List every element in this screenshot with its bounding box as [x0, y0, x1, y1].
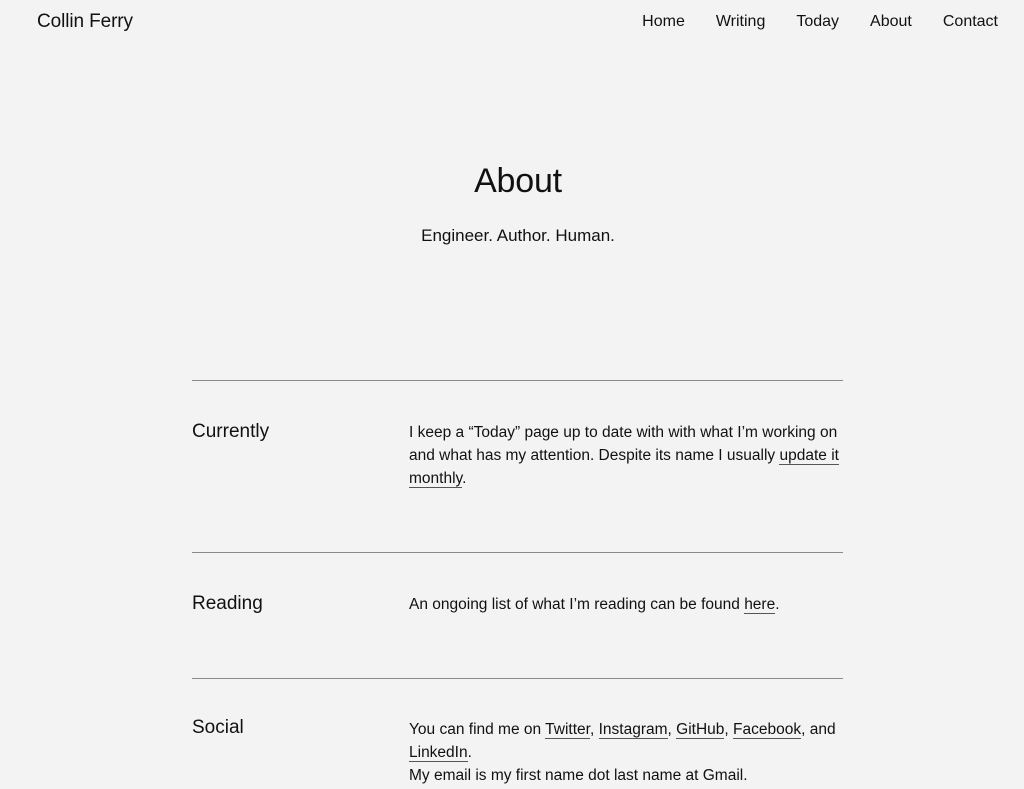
- currently-text: I keep a “Today” page up to date with with what I’m working on and what has my attention. Despite its name I usually: [409, 424, 838, 464]
- section-heading-social: Social: [192, 717, 244, 738]
- nav-home[interactable]: Home: [642, 13, 685, 30]
- nav-contact[interactable]: Contact: [942, 13, 998, 30]
- section-currently: [192, 380, 843, 552]
- social-separator: ,: [589, 721, 599, 738]
- social-intro: You can find me on: [409, 721, 546, 738]
- section-heading-currently: Currently: [192, 421, 270, 442]
- nav-writing[interactable]: Writing: [715, 13, 766, 30]
- section-body-currently: [409, 421, 843, 490]
- site-title-link[interactable]: Collin Ferry: [37, 11, 133, 32]
- update-it-monthly-link[interactable]: update it monthly: [409, 447, 839, 487]
- section-heading-reading: Reading: [192, 593, 263, 614]
- section-social: [192, 678, 843, 789]
- nav-about[interactable]: About: [870, 13, 912, 30]
- section-body-reading: [409, 593, 843, 616]
- section-body-social: [409, 718, 843, 787]
- social-separator: ,: [724, 721, 734, 738]
- nav-today[interactable]: Today: [796, 13, 840, 30]
- currently-text-end: .: [462, 470, 467, 487]
- github-link[interactable]: GitHub: [676, 721, 725, 738]
- site-header: [0, 0, 1024, 46]
- section-reading: [192, 552, 843, 678]
- about-sections: [192, 380, 843, 789]
- linkedin-link[interactable]: LinkedIn: [409, 744, 468, 761]
- email-line: My email is my first name dot last name at Gmail.: [409, 767, 748, 784]
- reading-text: An ongoing list of what I’m reading can be found: [409, 596, 745, 613]
- page-title: About: [474, 162, 562, 200]
- instagram-link[interactable]: Instagram: [598, 721, 668, 738]
- facebook-link[interactable]: Facebook: [733, 721, 802, 738]
- main-nav: [642, 13, 998, 31]
- page-subtitle: Engineer. Author. Human.: [421, 226, 615, 245]
- reading-list-link[interactable]: here: [744, 596, 776, 613]
- twitter-link[interactable]: Twitter: [545, 721, 590, 738]
- social-separator-and: , and: [801, 721, 836, 738]
- social-separator: ,: [667, 721, 677, 738]
- social-end: .: [467, 744, 472, 761]
- reading-text-end: .: [775, 596, 780, 613]
